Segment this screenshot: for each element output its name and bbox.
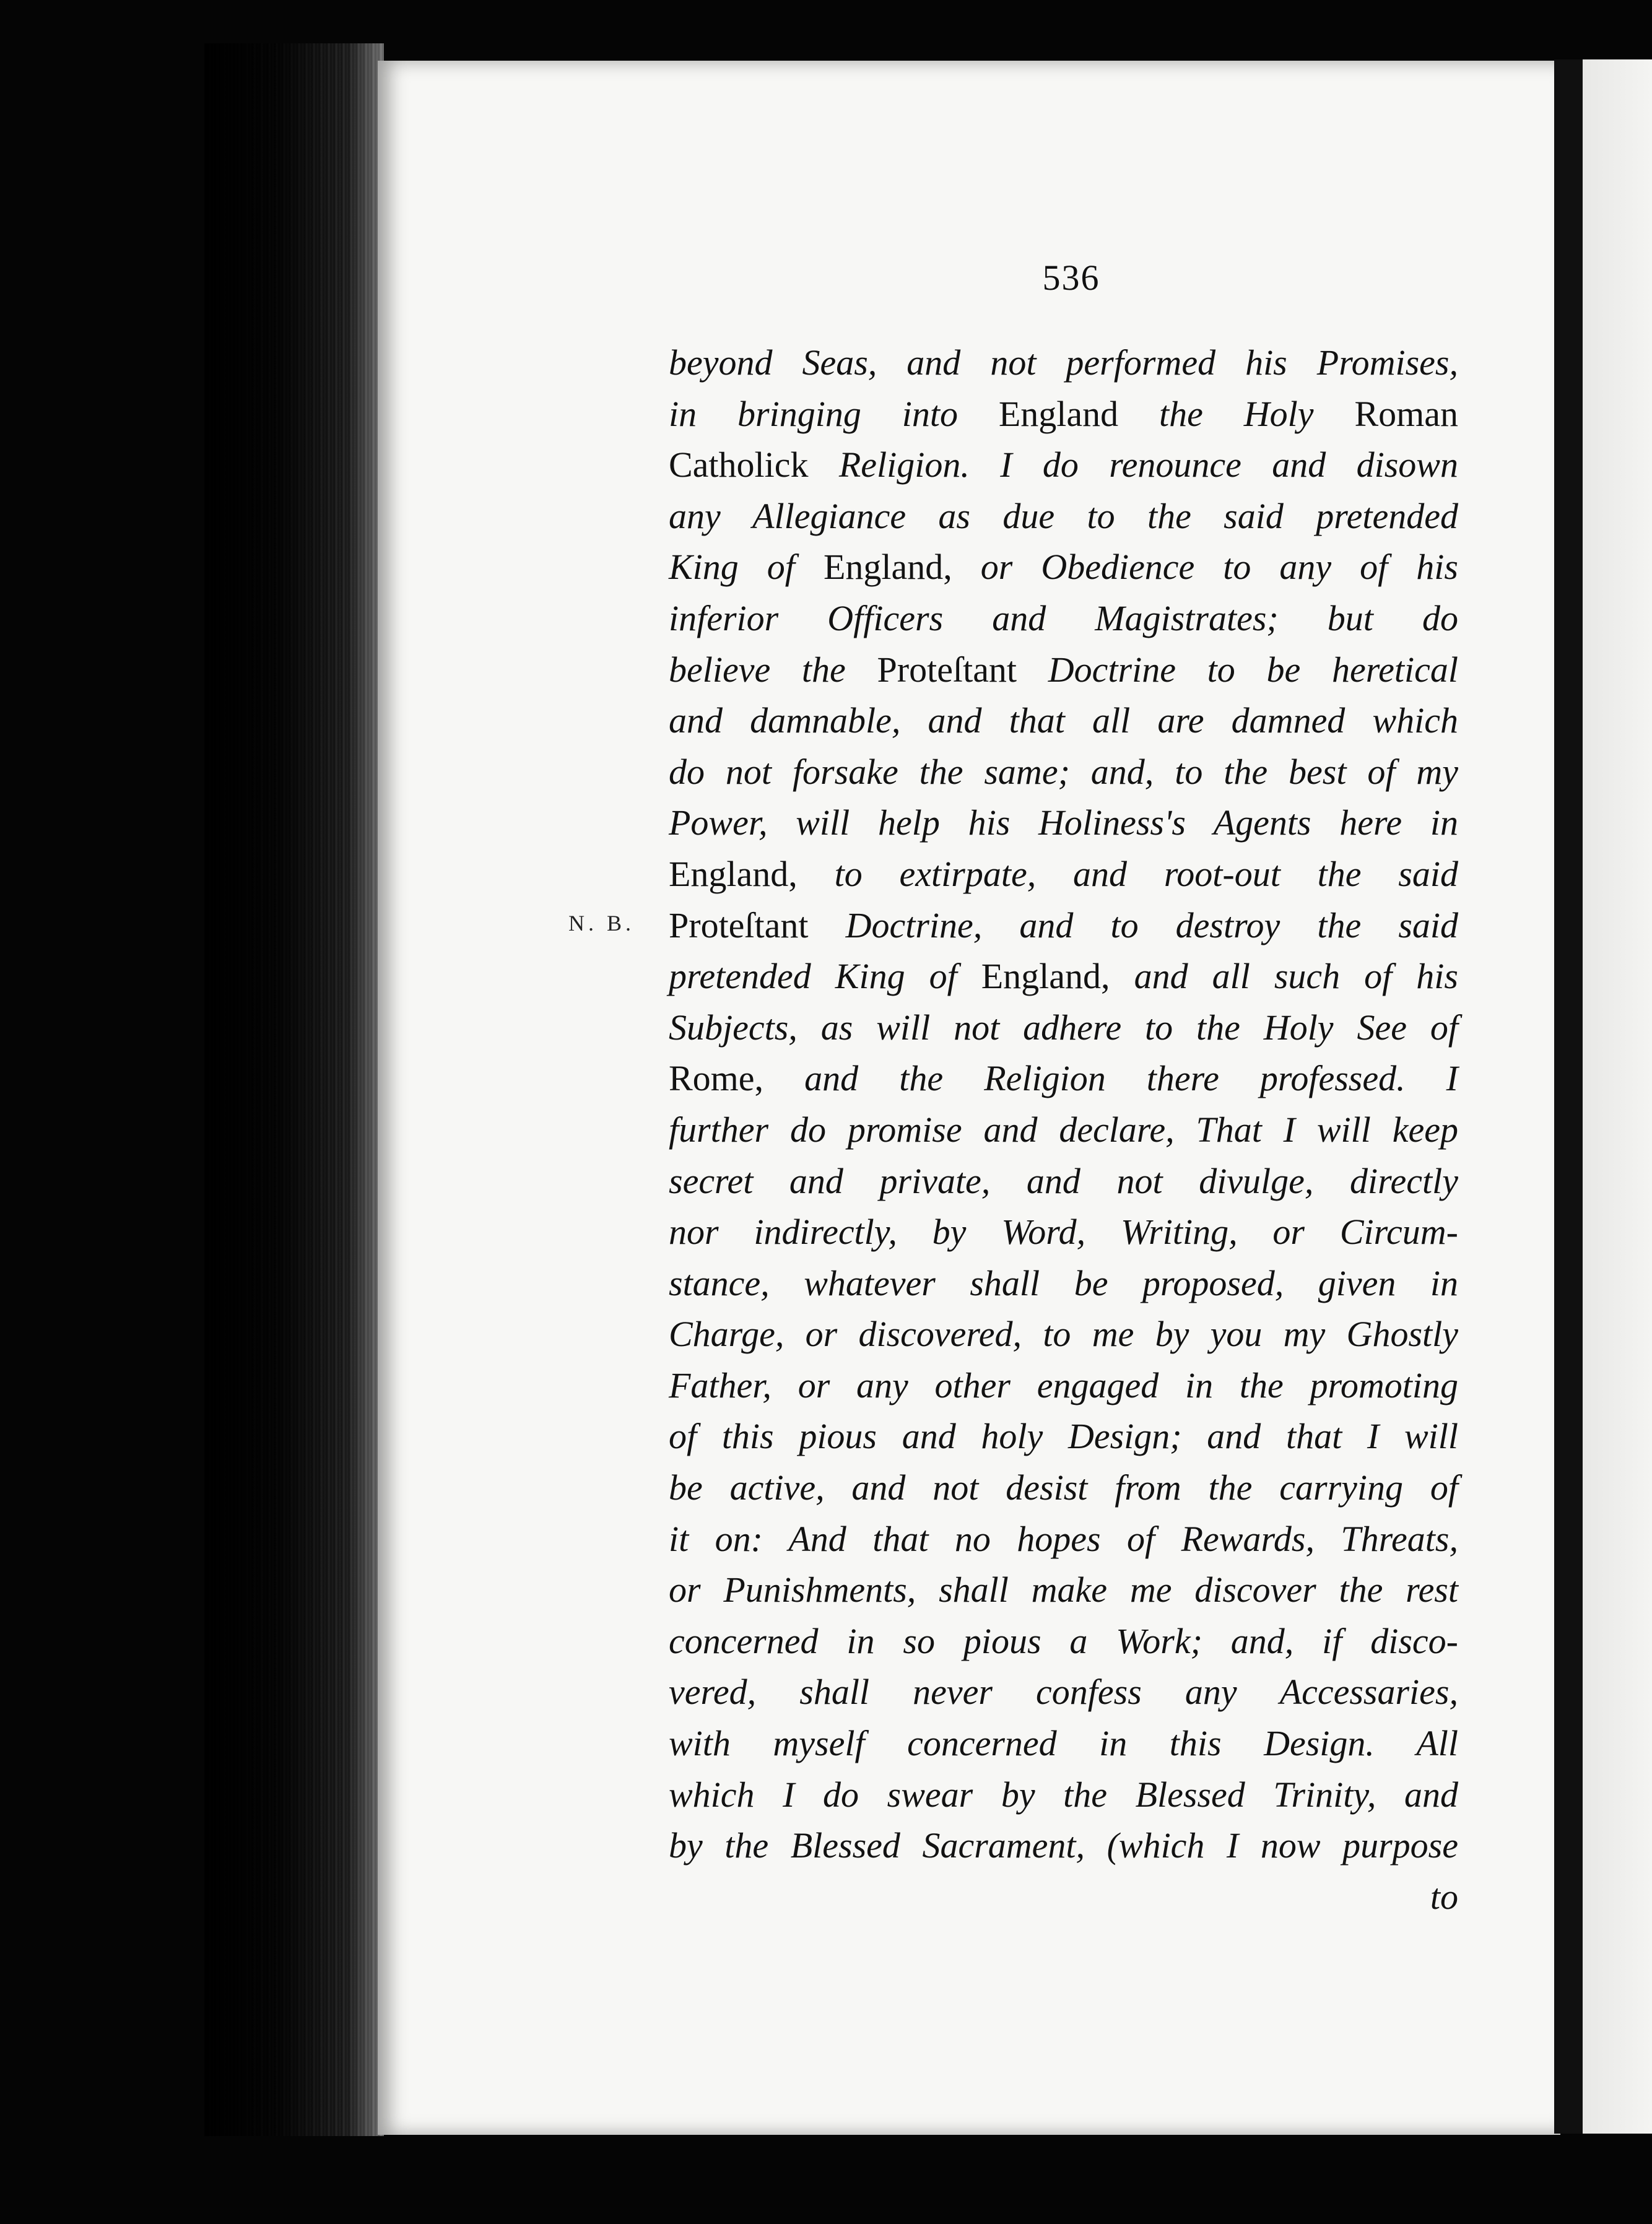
italic-text-segment: in bringing into xyxy=(669,393,999,434)
roman-text-segment: Proteſtant xyxy=(669,905,809,945)
text-line xyxy=(669,900,1458,952)
roman-text-segment: England, xyxy=(669,853,798,894)
text-line xyxy=(669,1462,1458,1514)
text-line xyxy=(669,491,1458,542)
text-line xyxy=(669,747,1458,798)
roman-text-segment: Proteſtant xyxy=(877,649,1017,690)
italic-text-segment: concerned in so pious a Work; and, if disco- xyxy=(669,1620,1458,1661)
italic-text-segment: any Allegiance as due to the said pretended xyxy=(669,495,1458,536)
roman-text-segment: Roman xyxy=(1354,393,1458,434)
italic-text-segment: stance, whatever shall be proposed, given in xyxy=(669,1262,1458,1303)
italic-text-segment: vered, shall never confess any Accessaries, xyxy=(669,1672,1458,1713)
roman-text-segment: Rome, xyxy=(669,1058,764,1099)
italic-text-segment: with myself concerned in this Design. All xyxy=(669,1723,1458,1764)
italic-text-segment: which I do swear by the Blessed Trinity, and xyxy=(669,1774,1458,1815)
text-line xyxy=(669,1309,1458,1360)
text-line xyxy=(669,542,1458,593)
text-line xyxy=(669,1820,1458,1872)
text-line xyxy=(669,1053,1458,1105)
italic-text-segment: do not forsake the same; and, to the best of my xyxy=(669,751,1458,792)
italic-text-segment: nor indirectly, by Word, Writing, or Circum- xyxy=(669,1212,1458,1253)
roman-text-segment: England xyxy=(998,393,1119,434)
text-line xyxy=(669,337,1458,389)
text-line xyxy=(669,645,1458,696)
text-line xyxy=(669,951,1458,1002)
text-line xyxy=(669,593,1458,645)
italic-text-segment: and damnable, and that all are damned which xyxy=(669,700,1458,741)
italic-text-segment: Doctrine to be heretical xyxy=(1017,649,1458,690)
page-number: 536 xyxy=(1042,258,1100,298)
roman-text-segment: England, xyxy=(981,956,1110,997)
italic-text-segment: inferior Officers and Magistrates; but do xyxy=(669,597,1458,638)
text-line xyxy=(669,849,1458,900)
italic-text-segment: Power, will help his Holiness's Agents here in xyxy=(669,802,1458,843)
italic-text-segment: and the Religion there professed. I xyxy=(763,1058,1458,1099)
italic-text-segment: Father, or any other engaged in the promoting xyxy=(669,1365,1458,1405)
italic-text-segment: Charge, or discovered, to me by you my Ghostly xyxy=(669,1314,1458,1355)
text-line xyxy=(669,440,1458,491)
italic-text-segment: further do promise and declare, That I will keep xyxy=(669,1109,1458,1150)
italic-text-segment: believe the xyxy=(669,649,877,690)
margin-note: N. B. xyxy=(568,911,635,936)
italic-text-segment: King of xyxy=(669,547,824,588)
text-line xyxy=(669,1616,1458,1667)
page-edge-shadow xyxy=(204,43,384,2136)
book-gutter xyxy=(1554,59,1583,2134)
text-line xyxy=(669,1770,1458,1821)
italic-text-segment: and all such of his xyxy=(1110,956,1458,997)
text-line xyxy=(669,797,1458,849)
text-line xyxy=(669,1156,1458,1207)
italic-text-segment: beyond Seas, and not performed his Promises, xyxy=(669,342,1458,383)
text-line xyxy=(669,1718,1458,1770)
italic-text-segment: Subjects, as will not adhere to the Holy See of xyxy=(669,1007,1458,1048)
text-line xyxy=(669,1514,1458,1565)
roman-text-segment: Catholick xyxy=(669,445,839,485)
italic-text-segment: it on: And that no hopes of Rewards, Threats, xyxy=(669,1518,1458,1559)
italic-text-segment: to xyxy=(1430,1876,1458,1917)
body-text xyxy=(669,337,1458,1922)
text-line xyxy=(669,1002,1458,1054)
text-line xyxy=(669,1105,1458,1156)
italic-text-segment: pretended King of xyxy=(669,956,981,997)
italic-text-segment: be active, and not desist from the carrying of xyxy=(669,1467,1458,1508)
italic-text-segment: by the Blessed Sacrament, (which I now purpose xyxy=(669,1825,1458,1866)
roman-text-segment: England, xyxy=(823,547,952,588)
italic-text-segment: the Holy xyxy=(1118,393,1355,434)
italic-text-segment: secret and private, and not divulge, directly xyxy=(669,1160,1458,1201)
italic-text-segment: Doctrine, and to destroy the said xyxy=(808,905,1458,945)
italic-text-segment: or Punishments, shall make me discover the rest xyxy=(669,1570,1458,1610)
text-line xyxy=(669,1565,1458,1616)
italic-text-segment: Religion. I do renounce and disown xyxy=(838,445,1458,485)
text-line xyxy=(669,1360,1458,1412)
text-line xyxy=(669,1667,1458,1718)
next-page-sliver xyxy=(1583,59,1652,2134)
text-line xyxy=(669,1872,1458,1923)
text-line xyxy=(669,1411,1458,1462)
italic-text-segment: or Obedience to any of his xyxy=(952,547,1458,588)
italic-text-segment: to extirpate, and root-out the said xyxy=(797,853,1458,894)
text-line xyxy=(669,389,1458,440)
italic-text-segment: of this pious and holy Design; and that I will xyxy=(669,1416,1458,1457)
text-line xyxy=(669,1207,1458,1258)
text-line xyxy=(669,695,1458,747)
text-line xyxy=(669,1258,1458,1310)
